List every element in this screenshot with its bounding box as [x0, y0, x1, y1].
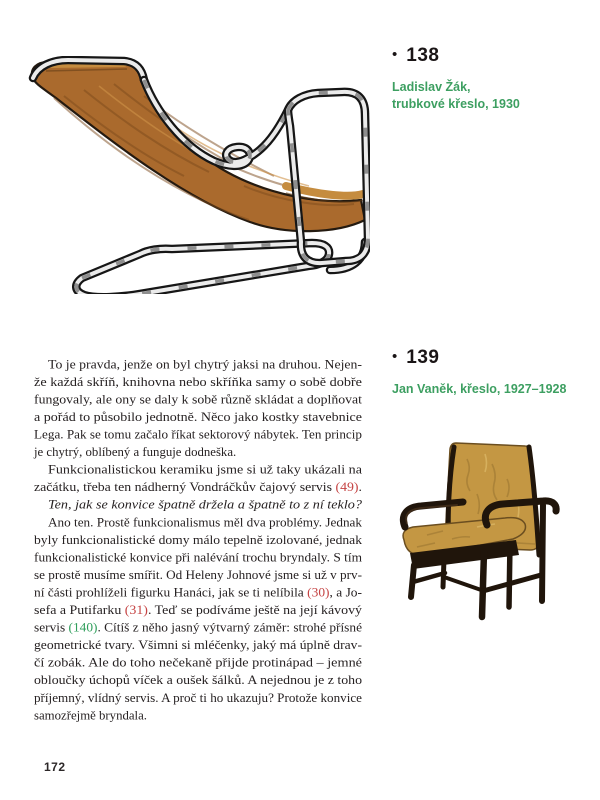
text-run: je chytrý, oblíbený a funguje dodneška. — [34, 445, 237, 460]
body-line — [48, 515, 363, 529]
text-run: obloučky úchopů víček a oušek šálků. A nejednou je z toho — [34, 673, 362, 688]
text-run: že každá skříň, knihovna nebo skříňka samy o sobě dobře — [34, 374, 363, 389]
figure-138-caption-text — [392, 79, 520, 113]
body-line — [34, 708, 147, 722]
text-run: sefa a Putifarku — [34, 603, 118, 617]
body-line — [34, 375, 362, 389]
caption-line: Ladislav Žák, — [392, 80, 471, 94]
text-run: samozřejmě bryndala. — [34, 708, 147, 723]
figure-139-caption-text — [392, 381, 566, 398]
figure-139-number: 139 — [406, 347, 440, 368]
body-line — [34, 585, 362, 599]
leather-sling — [32, 62, 365, 231]
text-run: byly funkcionalistické domy málo tepelně izolované, jednak — [34, 532, 363, 547]
bullet-icon: • — [392, 46, 398, 63]
body-text — [34, 349, 368, 729]
page-number: 172 — [44, 760, 66, 774]
text-run: . — [358, 480, 362, 495]
body-line — [48, 498, 363, 512]
body-line — [48, 357, 362, 371]
figure-138-caption — [392, 46, 520, 113]
text-run: funkcionalistické konvice při nalévání trochu bryndaly. S tím — [34, 550, 363, 565]
body-line — [34, 392, 362, 406]
text-run: Ano ten. Prostě funkcionalismus měl dva problémy. Jednak — [48, 515, 363, 530]
text-run: začátku, třeba ten nádherný Vondráčkův čajový servis — [34, 480, 313, 495]
text-run: To je pravda, jenže on byl chytrý jaksi na druhou. Nejen- — [48, 357, 363, 372]
text-run: , a Jo- — [329, 585, 361, 600]
chrome-base-frame — [76, 242, 365, 294]
text-run: se prostě musíme smířit. Od Heleny Johnové jsme si už v prv- — [34, 567, 362, 582]
body-line — [33, 445, 236, 459]
figure-139-caption — [392, 348, 566, 398]
body-line — [34, 621, 362, 635]
text-run: geometrické tvary. Všimni si mléčenky, jaký má úplně drav- — [34, 638, 362, 653]
text-run: a pořád to působilo jednotně. Něco jako kostky stavebnice — [34, 409, 363, 424]
body-line — [34, 533, 363, 547]
figure-139-illustration — [397, 439, 575, 621]
bullet-icon: • — [392, 348, 398, 365]
text-run: . Cítíš z něho jasný výtvarný záměr: strohé přísné — [97, 620, 351, 635]
text-run: Lega. Pak se tomu začalo říkat sektorový nábytek. Ten princip — [34, 427, 362, 442]
text-run: servis — [34, 620, 68, 635]
body-line — [34, 568, 362, 582]
text-run: Ten, jak se konvice špatně držela a špatně to z ní teklo? — [48, 497, 363, 512]
body-line — [34, 603, 363, 617]
figure-reference: (31) — [124, 603, 147, 617]
body-line — [34, 480, 362, 494]
figure-138-number-row — [392, 46, 520, 65]
text-run: Funkcionalistickou keramiku jsme si už taky ukázali na — [48, 462, 363, 477]
figure-138-number: 138 — [406, 45, 440, 66]
caption-line: Jan Vaněk, křeslo, 1927–1928 — [392, 382, 567, 396]
figure-reference: (30) — [307, 585, 329, 600]
caption-line: trubkové křeslo, 1930 — [392, 97, 520, 111]
text-run: ní části prohlíželi figurku Hanáci, jak se ti nelíbila — [34, 585, 295, 600]
figure-reference: (140) — [68, 620, 97, 635]
figure-139-number-row — [392, 348, 566, 367]
body-line — [34, 550, 362, 564]
body-line — [34, 691, 362, 705]
text-run: příjemný, vlídný servis. A proč ti ho ukazuju? Protože konvice — [34, 690, 363, 705]
figure-reference: (49) — [335, 480, 357, 495]
text-run: . Teď se podíváme ještě na její kávový — [147, 603, 345, 617]
body-line — [34, 410, 362, 424]
body-line — [34, 638, 362, 652]
text-run: fungovaly, ale ony se daly k sobě různě skládat a doplňovat — [34, 392, 363, 407]
body-line — [34, 428, 362, 442]
figure-138-illustration — [24, 56, 370, 294]
text-run: čí zobák. Ale do toho nečekaně přijde protinápad – jemné — [34, 655, 363, 670]
body-line — [34, 656, 362, 670]
body-line — [34, 673, 362, 687]
body-line — [48, 463, 362, 477]
